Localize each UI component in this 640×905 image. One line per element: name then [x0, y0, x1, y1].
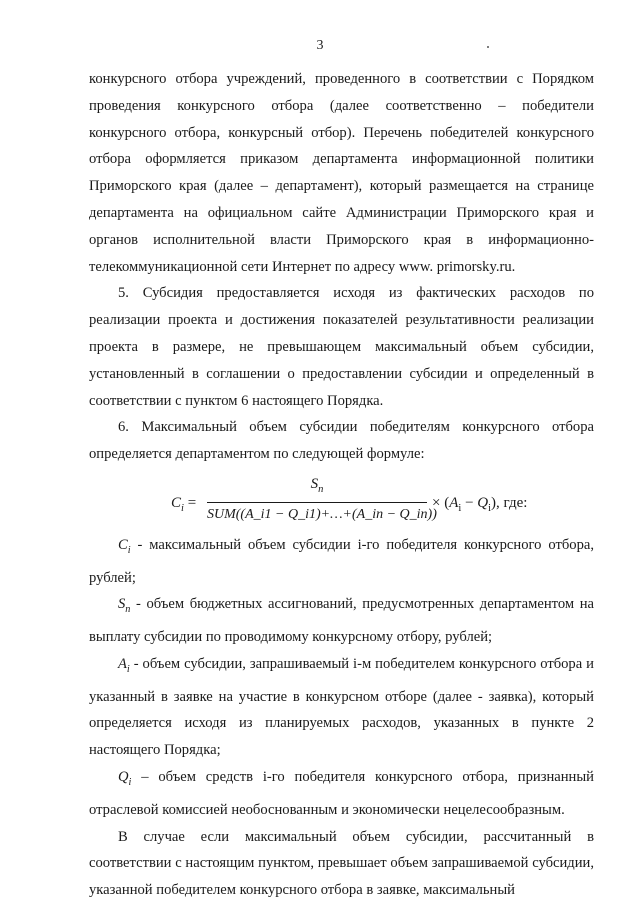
definition-s: $S_n$ - объем бюджетных ассигнований, предусмотренных департаментом на выплату субсидии по проводимому конкурсному отбору, рублей;	[89, 596, 594, 646]
fraction-bar	[207, 502, 427, 503]
subsidy-formula	[89, 468, 594, 532]
formula-fraction	[207, 474, 437, 524]
definition-a: $A_i$ - объем субсидии, запрашиваемый i-м победителем конкурсного отбора и указанный в заявке на участие в конкурсном отборе (далее - заявка), который определяется исходя из планируемых расходов, указанных в пункте 2 настоящего Порядка;	[89, 655, 594, 759]
formula-lhs: $C_i$ =	[171, 494, 197, 514]
paragraph-item-5: 5. Субсидия предоставляется исходя из фактических расходов по реализации проекта и достижения показателей результативности реализации проекта в размере, не превышающем максимальный объем субсидии, установленный в соглашении о предоставлении субсидии и определенный в соответствии с пунктом 6 настоящего Порядка.	[89, 285, 594, 409]
document-body	[89, 66, 594, 904]
formula-numerator: $S_n$	[310, 475, 324, 495]
stray-dot-mark	[487, 46, 489, 48]
paragraph-last: В случае если максимальный объем субсидии, рассчитанный в соответствии с настоящим пунктом, превышает объем запрашиваемой субсидии, указанной победителем конкурсного отбора в заявке, максимальный	[89, 828, 594, 899]
formula-denominator: SUM((A_i1 − Q_i1)+…+(A_in − Q_in))	[207, 506, 437, 522]
definition-c: $C_i$ - максимальный объем субсидии i-го победителя конкурсного отбора, рублей;	[89, 536, 594, 586]
definition-q: $Q_i$ – объем средств i-го победителя конкурсного отбора, признанный отраслевой комиссией необоснованным и экономически нецелесообразным.	[89, 769, 594, 818]
page-number: 3	[316, 38, 324, 53]
paragraph-item-6: 6. Максимальный объем субсидии победителям конкурсного отбора определяется департаментом по следующей формуле:	[89, 419, 594, 463]
formula-rhs: × $(A_i - Q_i)$, где:	[432, 494, 528, 514]
paragraph-continuation: конкурсного отбора учреждений, проведенного в соответствии с Порядком проведения конкурсного отбора (далее соответственно – победители конкурсного отбора, конкурсный отбор). Перечень победителей конкурсного отбора оформляется приказом департамента информационной политики Приморского края (далее – департамент), который размещается на странице департамента на официальном сайте Администрации Приморского края и органов исполнительной власти Приморского края в информационно-телекоммуникационной сети Интернет по адресу www. primorsky.ru.	[89, 71, 594, 275]
